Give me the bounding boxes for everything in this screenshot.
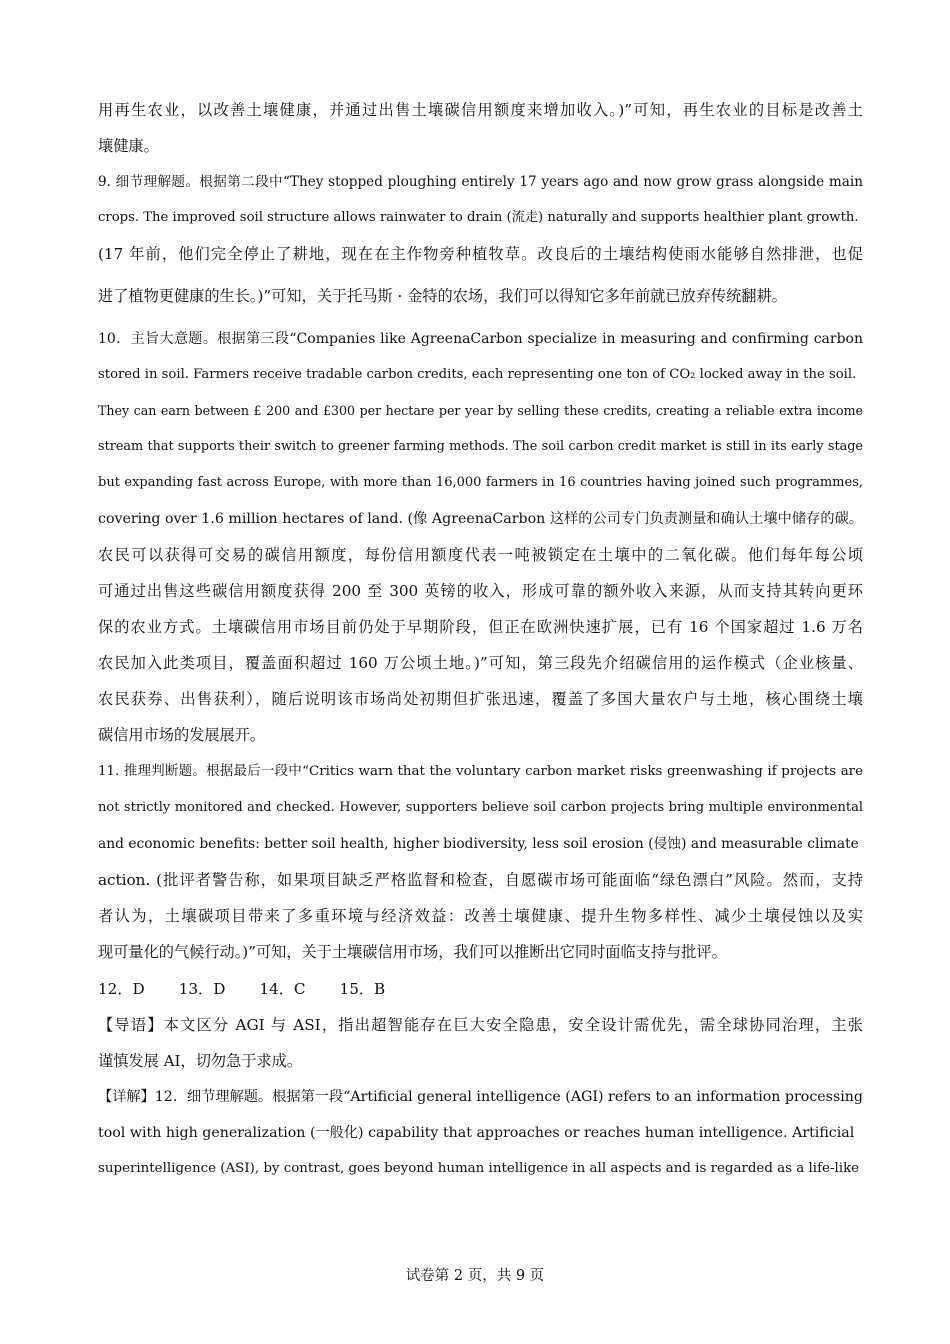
text-line: tool with high generalization (一般化) capability that approaches or reaches human intelligence. Artificial	[98, 1125, 855, 1141]
text-line: covering over 1.6 million hectares of land. (像 AgreenaCarbon 这样的公司专门负责测量和确认土壤中储存的碳。	[98, 511, 863, 527]
text-line: 11. 推理判断题。根据最后一段中“Critics warn that the voluntary carbon market risks greenwashing if projects are	[98, 764, 863, 779]
text-line: They can earn between £ 200 and £300 per hectare per year by selling these credits, creating a reliable extra income	[98, 403, 863, 418]
answer-13: 13．D	[178, 980, 226, 998]
text-line: superintelligence (ASI), by contrast, goes beyond human intelligence in all aspects and is regarded as a life-like	[98, 1161, 860, 1176]
answer-12: 12．D	[98, 980, 145, 998]
text-line: (17 年前，他们完全停止了耕地，现在在主作物旁种植牧草。改良后的土壤结构使雨水能够自然排泄，也促	[98, 245, 863, 263]
text-line: stream that supports their switch to greener farming methods. The soil carbon credit market is still in its early stage	[98, 439, 863, 454]
text-line: 碳信用市场的发展展开。	[98, 726, 266, 744]
text-line: 【详解】12．细节理解题。根据第一段“Artificial general intelligence (AGI) refers to an information processing	[98, 1089, 863, 1105]
text-line: 9. 细节理解题。根据第二段中“They stopped ploughing entirely 17 years ago and now grow grass alongside main	[98, 174, 863, 190]
text-line: 农民加入此类项目，覆盖面积超过 160 万公顷土地。)”可知，第三段先介绍碳信用的运作模式（企业核量、	[98, 654, 863, 672]
text-line: 可通过出售这些碳信用额度获得 200 至 300 英镑的收入，形成可靠的额外收入来源，从而支持其转向更环	[98, 582, 863, 600]
text-line: 10．主旨大意题。根据第三段“Companies like AgreenaCarbon specialize in measuring and confirming carbon	[98, 331, 863, 347]
text-line: 【导语】本文区分 AGI 与 ASI，指出超智能存在巨大安全隐患，安全设计需优先，需全球协同治理，主张	[98, 1016, 863, 1034]
text-line: 农民获券、出售获利），随后说明该市场尚处初期但扩张迅速，覆盖了多国大量农户与土地，核心围绕土壤	[98, 690, 863, 708]
text-line: not strictly monitored and checked. However, supporters believe soil carbon projects bring multiple environmental	[98, 800, 863, 815]
text-line: 壤健康。	[98, 137, 159, 155]
answer-14: 14．C	[259, 980, 306, 998]
text-line: and economic benefits: better soil health, higher biodiversity, less soil erosion (侵蚀) and measurable climate	[98, 836, 859, 852]
page-footer: 试卷第 2 页，共 9 页	[405, 1268, 545, 1284]
text-line: crops. The improved soil structure allows rainwater to drain (流走) naturally and supports healthier plant growth.	[98, 210, 859, 225]
text-line: 用再生农业，以改善土壤健康，并通过出售土壤碳信用额度来增加收入。)”可知，再生农业的目标是改善土	[98, 101, 863, 119]
text-line: 农民可以获得可交易的碳信用额度，每份信用额度代表一吨被锁定在土壤中的二氧化碳。他们每年每公顷	[98, 546, 863, 564]
text-line: 者认为，土壤碳项目带来了多重环境与经济效益：改善土壤健康、提升生物多样性、减少土壤侵蚀以及实	[98, 907, 863, 925]
text-line: stored in soil. Farmers receive tradable carbon credits, each representing one ton of CO₂ locked away in the soil.	[98, 367, 857, 382]
text-line: action. (批评者警告称，如果项目缺乏严格监督和检查，自愿碳市场可能面临“绿色漂白”风险。然而，支持	[98, 871, 863, 889]
answer-key	[98, 977, 419, 1001]
text-line: 保的农业方式。土壤碳信用市场目前仍处于早期阶段，但正在欧洲快速扩展，已有 16 个国家超过 1.6 万名	[98, 618, 863, 636]
text-line: 现可量化的气候行动。)”可知，关于土壤碳信用市场，我们可以推断出它同时面临支持与批评。	[98, 943, 727, 961]
text-line: 进了植物更健康的生长。)”可知，关于托马斯 · 金特的农场，我们可以得知它多年前就已放弃传统翻耕。	[98, 287, 787, 305]
text-line: but expanding fast across Europe, with more than 16,000 farmers in 16 countries having joined such programmes,	[98, 475, 863, 490]
answer-15: 15．B	[339, 980, 386, 998]
text-line: 谨慎发展 AI，切勿急于求成。	[98, 1052, 303, 1070]
